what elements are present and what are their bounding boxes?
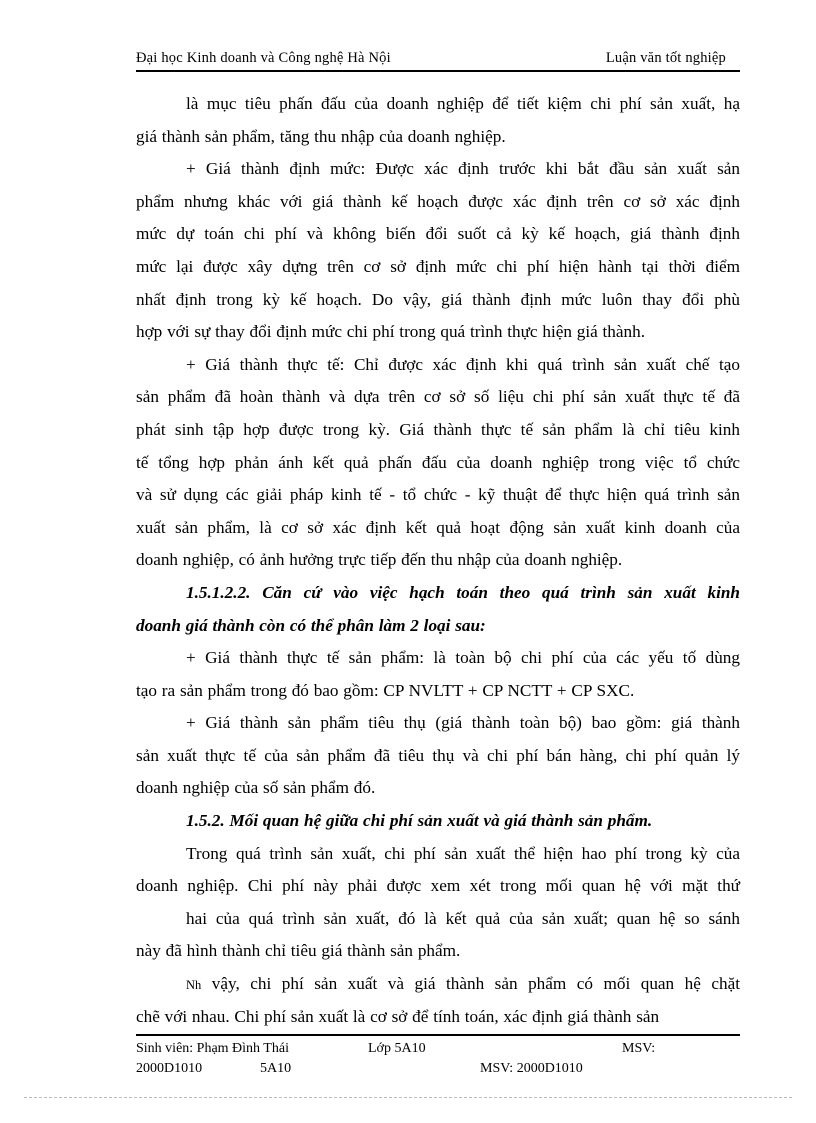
- text-line: doanh nghiệp. Chi phí này phải được xem xét trong mối quan hệ với mặt thứ: [136, 876, 740, 896]
- section-heading: doanh giá thành còn có thể phân làm 2 loại sau:: [136, 615, 486, 635]
- text-fragment: Nh: [186, 978, 202, 993]
- document-body: [136, 88, 740, 1033]
- header-university: Đại học Kinh doanh và Công nghệ Hà Nội: [136, 50, 391, 66]
- text-line: và sử dụng các giải pháp kinh tế - tổ chức - kỹ thuật để thực hiện quá trình sản: [136, 485, 740, 505]
- text-line: tế tổng hợp phản ánh kết quả phấn đấu của doanh nghiệp trong việc tổ chức: [136, 452, 740, 472]
- text-line: giá thành sản phẩm, tăng thu nhập của doanh nghiệp.: [136, 126, 506, 146]
- text-line: + Giá thành thực tế sản phẩm: là toàn bộ chi phí của các yếu tố dùng: [186, 648, 740, 668]
- page-edge-divider: [24, 1097, 792, 1098]
- text-line: xuất sản phẩm, là cơ sở xác định kết quả hoạt động sản xuất kinh doanh của: [136, 517, 740, 537]
- footer-rule: [136, 1034, 740, 1036]
- section-heading: 1.5.2. Mối quan hệ giữa chi phí sản xuất và giá thành sản phẩm.: [186, 811, 653, 831]
- text-line: là mục tiêu phấn đấu của doanh nghiệp để tiết kiệm chi phí sản xuất, hạ: [186, 94, 740, 113]
- text-line: mức lại được xây dựng trên cơ sở định mức chi phí hiện hành tại thời điểm: [136, 256, 740, 276]
- text-line: doanh nghiệp của số sản phẩm đó.: [136, 778, 376, 798]
- text-line: [136, 968, 740, 1001]
- text-line: phát sinh tập hợp được trong kỳ. Giá thành thực tế sản phẩm là chỉ tiêu kinh: [136, 419, 740, 439]
- text-line: phẩm nhưng khác với giá thành kế hoạch được xác định trên cơ sở xác định: [136, 191, 740, 211]
- text-line: sản xuất thực tế của sản phẩm đã tiêu thụ và chi phí bán hàng, chi phí quản lý: [136, 745, 740, 765]
- text-line: + Giá thành thực tế: Chỉ được xác định khi quá trình sản xuất chế tạo: [186, 354, 740, 374]
- text-line: hai của quá trình sản xuất, đó là kết quả của sản xuất; quan hệ so sánh: [186, 908, 740, 928]
- page-header: [136, 50, 740, 72]
- text-line: tạo ra sản phẩm trong đó bao gồm: CP NVLTT + CP NCTT + CP SXC.: [136, 680, 635, 700]
- header-thesis-label: Luận văn tốt nghiệp: [605, 50, 726, 66]
- footer-student-code: 2000D1010: [136, 1061, 203, 1076]
- text-line: này đã hình thành chỉ tiêu giá thành sản phẩm.: [136, 941, 461, 961]
- footer-class-code: 5A10: [260, 1061, 292, 1076]
- text-fragment: vậy, chi phí sản xuất và giá thành sản phẩm có mối quan hệ chặt: [201, 974, 740, 994]
- text-line: sản phẩm đã hoàn thành và dựa trên cơ sở số liệu chi phí sản xuất thực tế đã: [136, 387, 740, 407]
- text-line: + Giá thành sản phẩm tiêu thụ (giá thành toàn bộ) bao gồm: giá thành: [186, 713, 740, 733]
- footer-class: Lớp 5A10: [368, 1041, 426, 1056]
- text-line: nhất định trong kỳ kế hoạch. Do vậy, giá thành định mức luôn thay đổi phù: [136, 289, 740, 309]
- text-line: hợp với sự thay đổi định mức chi phí trong quá trình thực hiện giá thành.: [136, 322, 646, 342]
- page-footer: [136, 1041, 740, 1081]
- text-line: + Giá thành định mức: Được xác định trước khi bắt đầu sản xuất sản: [186, 159, 740, 179]
- footer-msv-value: MSV: 2000D1010: [480, 1061, 583, 1076]
- section-heading: 1.5.1.2.2. Căn cứ vào việc hạch toán theo quá trình sản xuất kinh: [186, 582, 740, 602]
- text-line: chẽ với nhau. Chi phí sản xuất là cơ sở để tính toán, xác định giá thành sản: [136, 1006, 660, 1026]
- footer-msv-label: MSV:: [622, 1041, 656, 1056]
- text-line: doanh nghiệp, có ảnh hưởng trực tiếp đến thu nhập của doanh nghiệp.: [136, 550, 623, 570]
- footer-student-name: Sinh viên: Phạm Đình Thái: [136, 1041, 289, 1056]
- text-line: Trong quá trình sản xuất, chi phí sản xuất thể hiện hao phí trong kỳ của: [186, 843, 740, 863]
- text-line: mức dự toán chi phí và không biến đổi suốt cả kỳ kế hoạch, giá thành định: [136, 224, 740, 244]
